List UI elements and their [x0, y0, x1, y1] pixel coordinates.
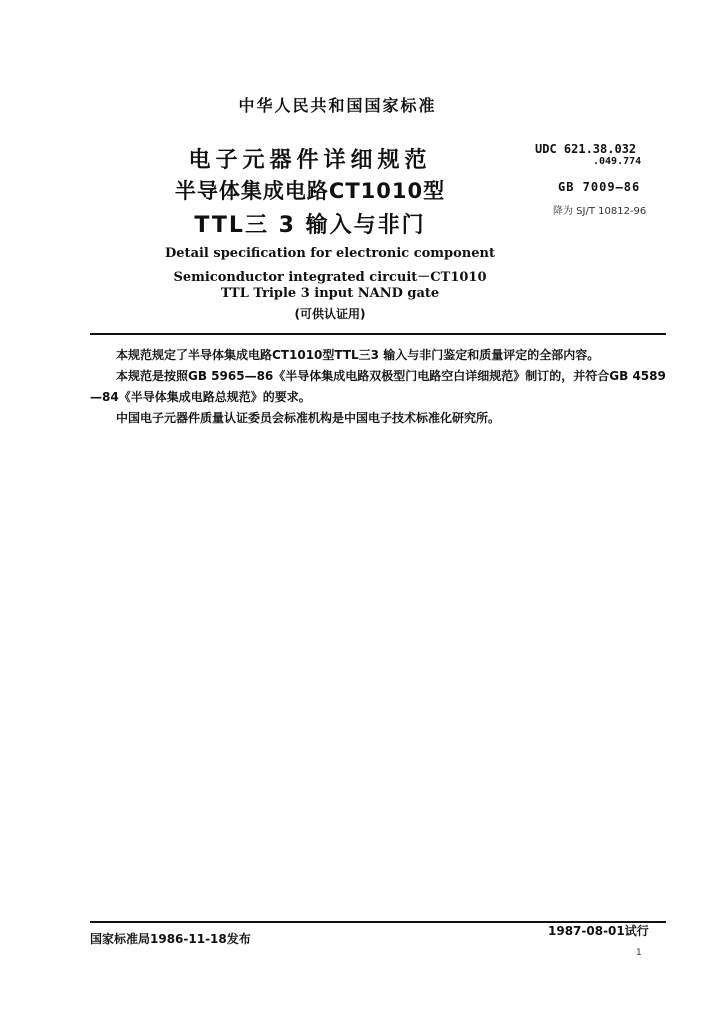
paragraph-basis: 本规范是按照GB 5965—86《半导体集成电路双极型门电路空白详细规范》制订的，并符合GB 4589—84《半导体集成电路总规范》的要求。	[90, 369, 666, 404]
udc-code: UDC 621.38.032	[535, 142, 637, 156]
paragraph-scope: 本规范规定了半导体集成电路CT1010型TTL三3 输入与非门鉴定和质量评定的全部内容。	[116, 348, 600, 362]
national-standard-header: 中华人民共和国国家标准	[238, 96, 437, 115]
gb-standard-number: GB 7009—86	[558, 180, 641, 194]
issue-date: 国家标准局1986-11-18发布	[90, 932, 251, 946]
english-title-line-3: TTL Triple 3 input NAND gate	[220, 286, 440, 301]
certification-note: (可供认证用)	[294, 307, 366, 321]
english-title-line-1: Detail specification for electronic component	[165, 246, 495, 261]
body-section	[90, 345, 666, 429]
title-line-2: 半导体集成电路CT1010型	[174, 179, 446, 203]
paragraph-authority: 中国电子元器件质量认证委员会标准机构是中国电子技术标准化研究所。	[116, 411, 501, 425]
english-title-line-2: Semiconductor integrated circuit－CT1010	[173, 270, 487, 285]
udc-code-continued: .049.774	[593, 156, 642, 167]
page-number: 1	[636, 948, 642, 958]
effective-date: 1987-08-01试行	[548, 924, 649, 938]
title-line-3: TTL三 3 输入与非门	[194, 213, 426, 238]
title-line-1: 电子元器件详细规范	[188, 148, 432, 173]
top-divider	[90, 333, 666, 335]
replacement-note: 降为 SJ/T 10812-96	[553, 206, 647, 217]
